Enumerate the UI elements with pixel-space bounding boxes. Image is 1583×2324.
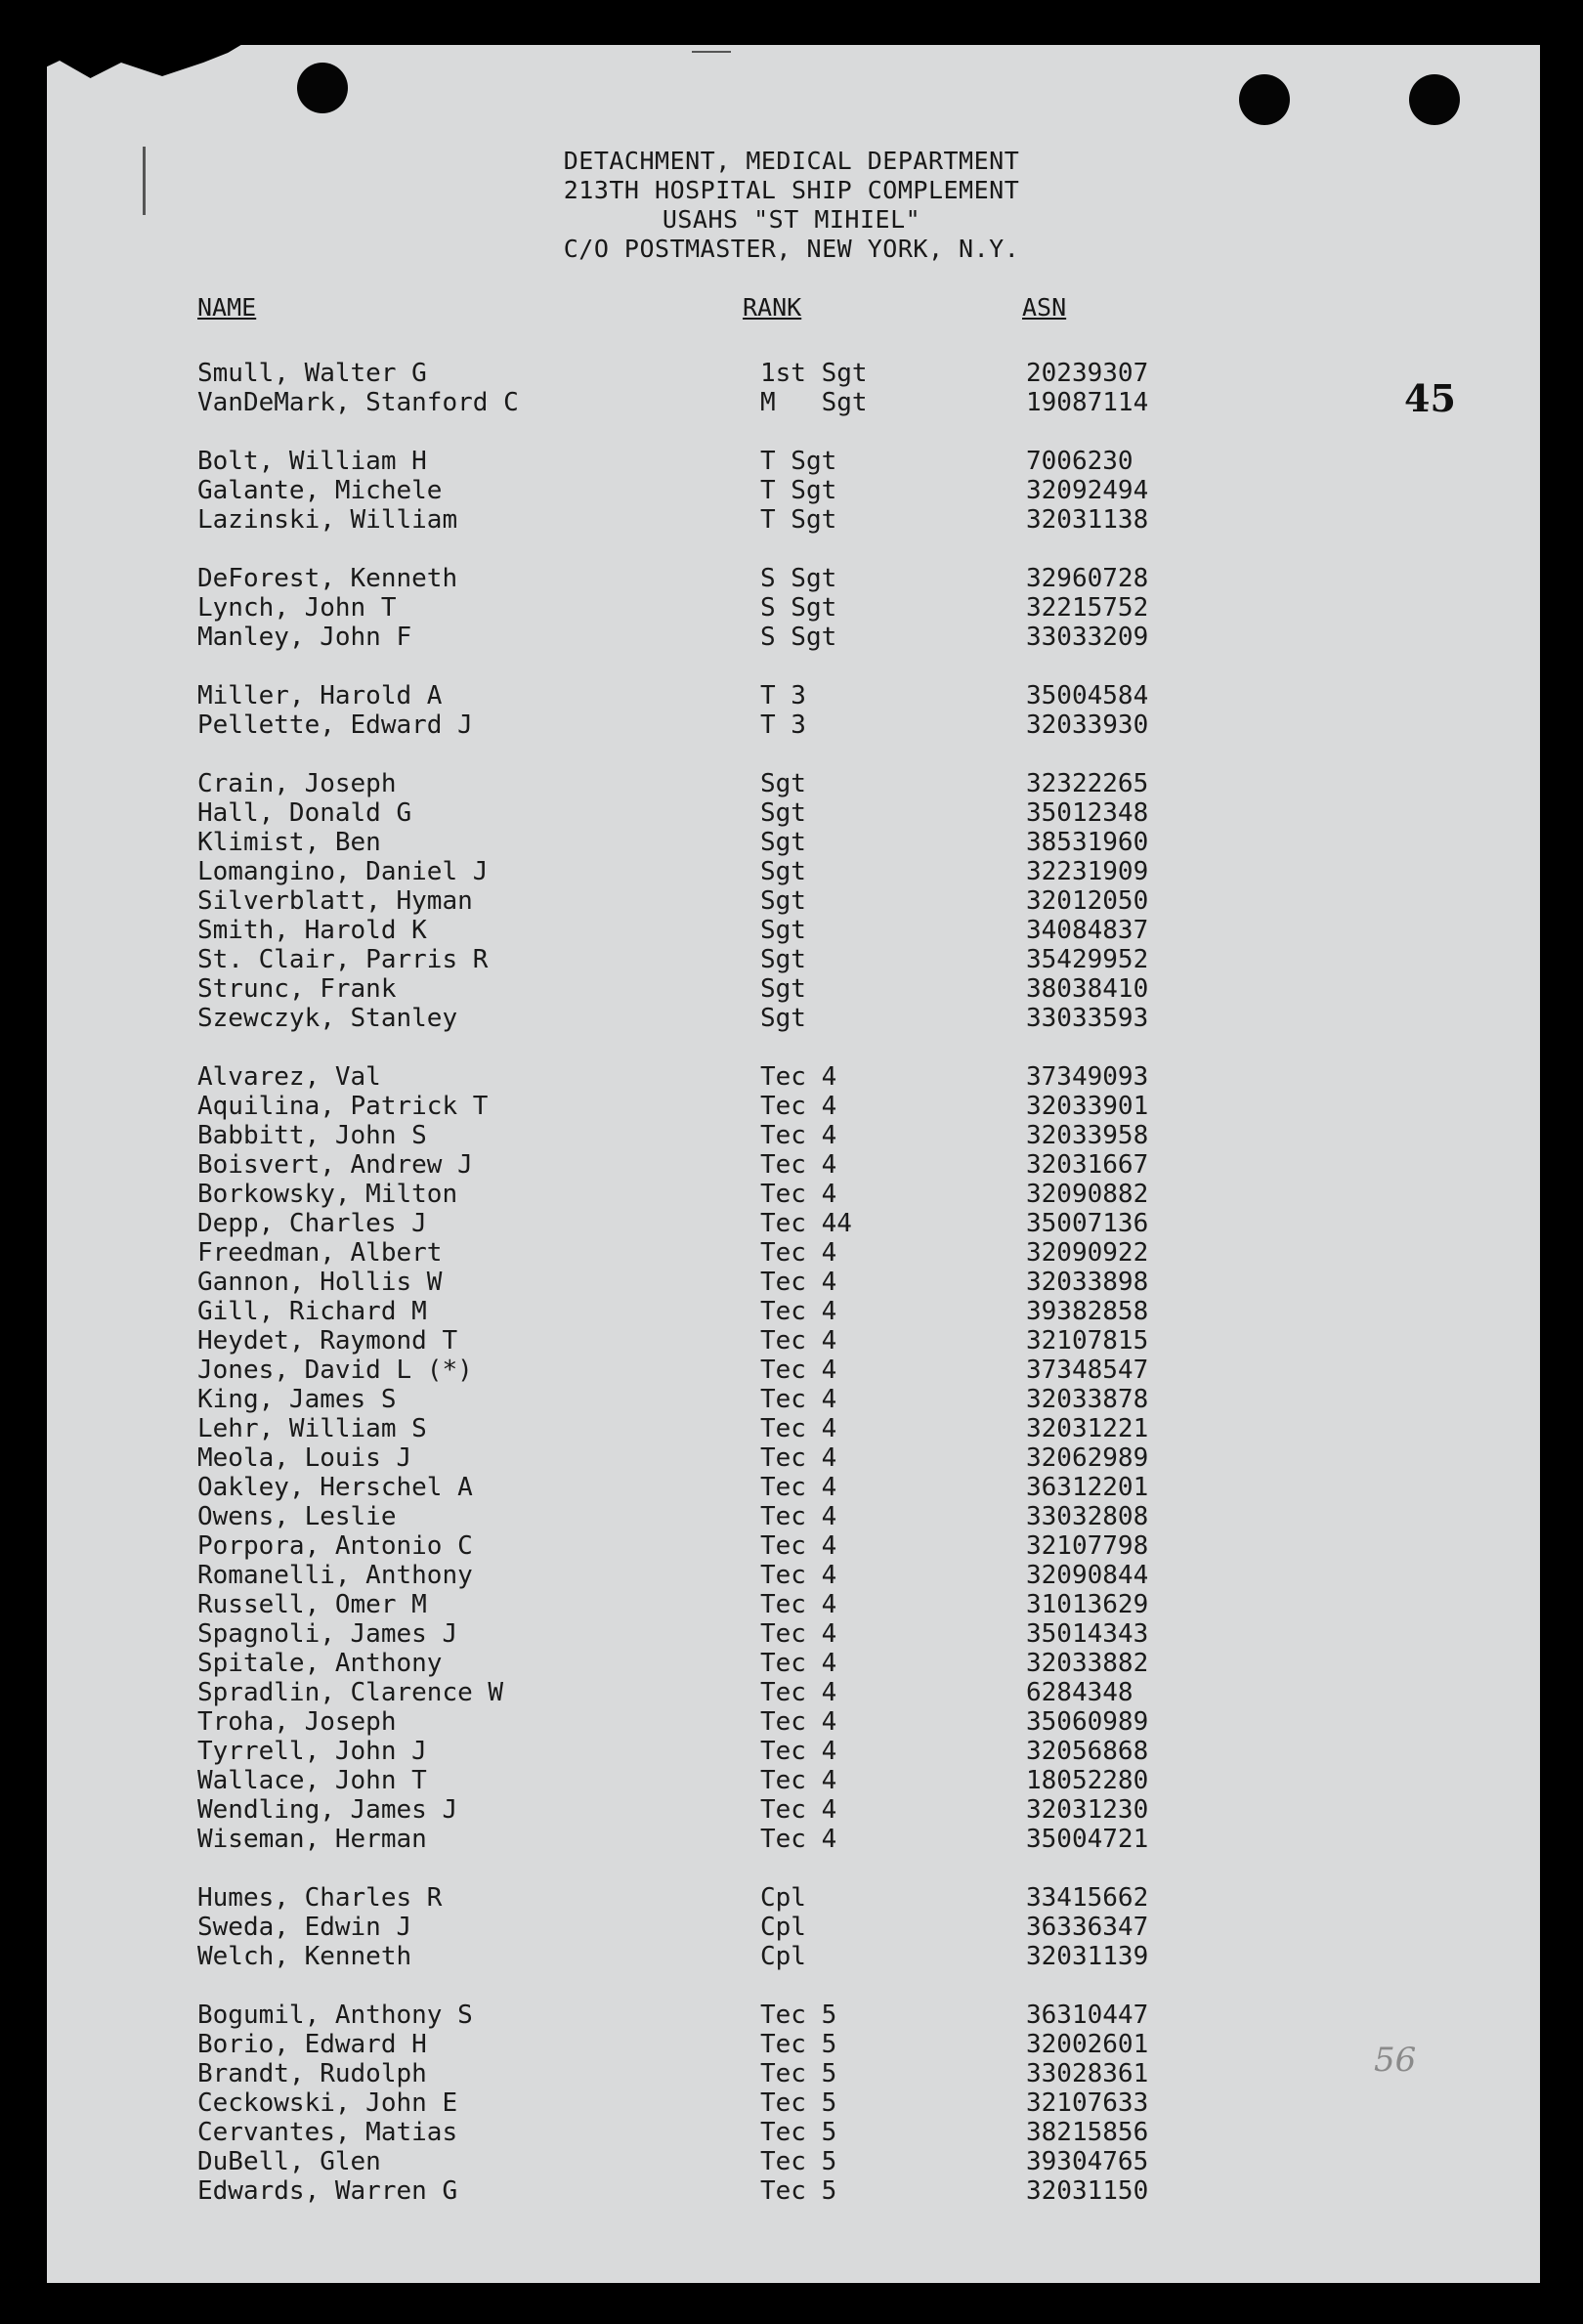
roster-row [197, 2001, 1175, 2030]
roster-row [197, 1062, 1175, 1092]
roster-name: St. Clair, Parris R [197, 945, 489, 974]
roster-asn: 39382858 [1026, 1297, 1149, 1326]
punch-hole-middle [1239, 74, 1290, 125]
pencil-annotation: 56 [1374, 2041, 1417, 2080]
roster-asn: 19087114 [1026, 388, 1149, 417]
roster-row [197, 1678, 1175, 1707]
roster-asn: 32090922 [1026, 1238, 1149, 1268]
roster-name: Spitale, Anthony [197, 1649, 443, 1678]
roster-row [197, 2088, 1175, 2118]
roster-row [197, 1619, 1175, 1649]
roster-row [197, 1590, 1175, 1619]
roster-row [197, 1707, 1175, 1737]
roster-asn: 32107815 [1026, 1326, 1149, 1356]
punch-hole-left [297, 63, 348, 113]
roster-asn: 36312201 [1026, 1473, 1149, 1502]
roster-asn: 33415662 [1026, 1883, 1149, 1913]
roster-row [197, 1326, 1175, 1356]
roster-rank: Tec 4 [760, 1649, 837, 1678]
roster-name: King, James S [197, 1385, 397, 1414]
roster-asn: 7006230 [1026, 447, 1134, 476]
roster-name: Aquilina, Patrick T [197, 1092, 489, 1121]
roster-name: Crain, Joseph [197, 769, 397, 798]
roster-asn: 32033878 [1026, 1385, 1149, 1414]
roster-rank: Tec 4 [760, 1150, 837, 1180]
roster-asn: 32012050 [1026, 886, 1149, 916]
roster-name: Borkowsky, Milton [197, 1180, 458, 1209]
roster-row [197, 1825, 1175, 1854]
roster-rank: Tec 4 [760, 1268, 837, 1297]
roster-rank: Sgt [760, 857, 806, 886]
roster-asn: 20239307 [1026, 359, 1149, 388]
roster-rank: Tec 4 [760, 1502, 837, 1531]
roster-asn: 32960728 [1026, 564, 1149, 593]
roster-row [197, 1649, 1175, 1678]
roster-name: Strunc, Frank [197, 974, 397, 1004]
roster-name: Troha, Joseph [197, 1707, 397, 1737]
roster-asn: 39304765 [1026, 2147, 1149, 2176]
roster-asn: 32231909 [1026, 857, 1149, 886]
roster-name: Heydet, Raymond T [197, 1326, 458, 1356]
header-line-3: USAHS "ST MIHIEL" [662, 205, 921, 234]
roster-rank: S Sgt [760, 564, 837, 593]
roster-name: Spradlin, Clarence W [197, 1678, 504, 1707]
roster-rank: Cpl [760, 1883, 806, 1913]
roster-name: Bogumil, Anthony S [197, 2001, 473, 2030]
roster-rank: Tec 4 [760, 1121, 837, 1150]
roster-rank: Tec 4 [760, 1531, 837, 1561]
roster-name: Hall, Donald G [197, 798, 412, 828]
roster-row [197, 359, 1175, 388]
roster-asn: 32033882 [1026, 1649, 1149, 1678]
roster-row [197, 1385, 1175, 1414]
header-line-4: C/O POSTMASTER, NEW YORK, N.Y. [563, 235, 1020, 263]
roster-row [197, 1004, 1175, 1033]
roster-name: Tyrrell, John J [197, 1737, 427, 1766]
roster-name: Freedman, Albert [197, 1238, 443, 1268]
roster-asn: 33028361 [1026, 2059, 1149, 2088]
roster-row [197, 798, 1175, 828]
roster-row [197, 974, 1175, 1004]
roster-rank: Cpl [760, 1942, 806, 1971]
roster-rank: Tec 4 [760, 1766, 837, 1795]
roster-asn: 35004584 [1026, 681, 1149, 710]
roster-row [197, 1443, 1175, 1473]
roster-row [197, 1883, 1175, 1913]
roster-name: Lazinski, William [197, 505, 458, 535]
roster-row [197, 945, 1175, 974]
roster-asn: 37348547 [1026, 1356, 1149, 1385]
roster-row [197, 886, 1175, 916]
roster-name: VanDeMark, Stanford C [197, 388, 519, 417]
roster-asn: 37349093 [1026, 1062, 1149, 1092]
roster-name: Cervantes, Matias [197, 2118, 458, 2147]
roster-name: Romanelli, Anthony [197, 1561, 473, 1590]
roster-row [197, 1268, 1175, 1297]
roster-asn: 32107798 [1026, 1531, 1149, 1561]
roster-rank: Tec 4 [760, 1414, 837, 1443]
roster-name: Gill, Richard M [197, 1297, 427, 1326]
roster-row [197, 388, 1175, 417]
roster-name: Babbitt, John S [197, 1121, 427, 1150]
roster-asn: 32033930 [1026, 710, 1149, 740]
roster-rank: Tec 4 [760, 1678, 837, 1707]
roster-name: Alvarez, Val [197, 1062, 381, 1092]
roster-rank: Sgt [760, 828, 806, 857]
roster-rank: Cpl [760, 1913, 806, 1942]
roster-name: Boisvert, Andrew J [197, 1150, 473, 1180]
roster-row [197, 1502, 1175, 1531]
roster-asn: 33033209 [1026, 623, 1149, 652]
roster-rank: Tec 4 [760, 1385, 837, 1414]
roster-rank: S Sgt [760, 593, 837, 623]
roster-row [197, 769, 1175, 798]
roster-name: Silverblatt, Hyman [197, 886, 473, 916]
roster-rank: Tec 4 [760, 1795, 837, 1825]
roster-row [197, 828, 1175, 857]
roster-rank: Tec 4 [760, 1707, 837, 1737]
roster-rank: M Sgt [760, 388, 868, 417]
roster-name: Welch, Kenneth [197, 1942, 412, 1971]
roster-name: Meola, Louis J [197, 1443, 412, 1473]
roster-name: Szewczyk, Stanley [197, 1004, 458, 1033]
roster-name: Humes, Charles R [197, 1883, 443, 1913]
roster-asn: 35014343 [1026, 1619, 1149, 1649]
roster-row [197, 623, 1175, 652]
roster-rank: Tec 5 [760, 2030, 837, 2059]
roster-name: DeForest, Kenneth [197, 564, 458, 593]
roster-rank: Tec 4 [760, 1473, 837, 1502]
roster-row [197, 1473, 1175, 1502]
roster-rank: Tec 4 [760, 1238, 837, 1268]
roster-name: Sweda, Edwin J [197, 1913, 412, 1942]
roster-rank: Sgt [760, 798, 806, 828]
roster-row [197, 1238, 1175, 1268]
roster-row [197, 447, 1175, 476]
roster-row [197, 564, 1175, 593]
roster-rank: Tec 4 [760, 1297, 837, 1326]
roster-name: Russell, Omer M [197, 1590, 427, 1619]
roster-rank: Sgt [760, 916, 806, 945]
roster-asn: 32031221 [1026, 1414, 1149, 1443]
roster-name: Ceckowski, John E [197, 2088, 458, 2118]
roster-row [197, 1356, 1175, 1385]
roster-asn: 32031139 [1026, 1942, 1149, 1971]
roster-row [197, 476, 1175, 505]
roster-rank: T 3 [760, 710, 806, 740]
roster-name: Spagnoli, James J [197, 1619, 458, 1649]
roster-asn: 35012348 [1026, 798, 1149, 828]
roster-name: Wallace, John T [197, 1766, 427, 1795]
roster-row [197, 1913, 1175, 1942]
roster-name: Porpora, Antonio C [197, 1531, 473, 1561]
roster-row [197, 1297, 1175, 1326]
roster-rank: Tec 5 [760, 2088, 837, 2118]
roster-name: Lynch, John T [197, 593, 397, 623]
roster-name: Klimist, Ben [197, 828, 381, 857]
roster-name: Owens, Leslie [197, 1502, 397, 1531]
roster-rank: Sgt [760, 1004, 806, 1033]
paper-scratch [692, 51, 731, 53]
roster-rank: T Sgt [760, 505, 837, 535]
roster-asn: 34084837 [1026, 916, 1149, 945]
roster-rank: Tec 5 [760, 2176, 837, 2206]
roster-asn: 32107633 [1026, 2088, 1149, 2118]
roster-name: Smull, Walter G [197, 359, 427, 388]
roster-rank: Tec 4 [760, 1737, 837, 1766]
roster-asn: 35007136 [1026, 1209, 1149, 1238]
roster-row [197, 1795, 1175, 1825]
roster-row [197, 1414, 1175, 1443]
roster-asn: 32092494 [1026, 476, 1149, 505]
roster-rank: Tec 4 [760, 1825, 837, 1854]
roster-asn: 32031230 [1026, 1795, 1149, 1825]
roster-row [197, 1561, 1175, 1590]
roster-asn: 36310447 [1026, 2001, 1149, 2030]
roster-rank: T Sgt [760, 476, 837, 505]
roster-asn: 32031138 [1026, 505, 1149, 535]
roster-rank: Tec 5 [760, 2118, 837, 2147]
roster-row [197, 2118, 1175, 2147]
roster-name: Lehr, William S [197, 1414, 427, 1443]
roster-rank: Tec 4 [760, 1326, 837, 1356]
roster-name: Lomangino, Daniel J [197, 857, 489, 886]
roster-rank: Sgt [760, 974, 806, 1004]
document-header [0, 147, 1583, 264]
roster-row [197, 1209, 1175, 1238]
roster-row [197, 857, 1175, 886]
roster-name: Depp, Charles J [197, 1209, 427, 1238]
roster-row [197, 1121, 1175, 1150]
roster-rank: Tec 5 [760, 2147, 837, 2176]
roster-name: Borio, Edward H [197, 2030, 427, 2059]
roster-rank: 1st Sgt [760, 359, 868, 388]
roster-asn: 31013629 [1026, 1590, 1149, 1619]
roster-name: Pellette, Edward J [197, 710, 473, 740]
column-header-name: NAME [197, 293, 257, 322]
page-number: 45 [1404, 376, 1456, 420]
roster-asn: 32062989 [1026, 1443, 1149, 1473]
roster-asn: 32031150 [1026, 2176, 1149, 2206]
roster-asn: 32033898 [1026, 1268, 1149, 1297]
roster-row [197, 916, 1175, 945]
roster-rank: Tec 4 [760, 1062, 837, 1092]
roster-name: Manley, John F [197, 623, 412, 652]
roster-rank: Tec 4 [760, 1180, 837, 1209]
header-line-1: DETACHMENT, MEDICAL DEPARTMENT [563, 147, 1020, 175]
roster-asn: 32215752 [1026, 593, 1149, 623]
roster-name: Edwards, Warren G [197, 2176, 458, 2206]
roster-rank: Tec 4 [760, 1619, 837, 1649]
roster-rank: Sgt [760, 886, 806, 916]
roster-name: Oakley, Herschel A [197, 1473, 473, 1502]
roster-asn: 35060989 [1026, 1707, 1149, 1737]
roster-asn: 35429952 [1026, 945, 1149, 974]
roster-row [197, 2147, 1175, 2176]
roster-name: Wiseman, Herman [197, 1825, 427, 1854]
roster-name: Miller, Harold A [197, 681, 443, 710]
roster-asn: 32056868 [1026, 1737, 1149, 1766]
roster-row [197, 1942, 1175, 1971]
roster-row [197, 1092, 1175, 1121]
roster-name: Bolt, William H [197, 447, 427, 476]
roster-row [197, 1150, 1175, 1180]
roster-asn: 36336347 [1026, 1913, 1149, 1942]
roster-row [197, 2030, 1175, 2059]
roster-rank: T Sgt [760, 447, 837, 476]
roster-asn: 32002601 [1026, 2030, 1149, 2059]
roster-asn: 38215856 [1026, 2118, 1149, 2147]
roster-rank: Tec 5 [760, 2059, 837, 2088]
roster-name: Galante, Michele [197, 476, 443, 505]
roster-name: Brandt, Rudolph [197, 2059, 427, 2088]
roster-rank: Tec 4 [760, 1590, 837, 1619]
roster-rank: Tec 4 [760, 1561, 837, 1590]
roster-asn: 32033901 [1026, 1092, 1149, 1121]
roster-asn: 35004721 [1026, 1825, 1149, 1854]
roster-row [197, 1531, 1175, 1561]
roster-rank: Tec 44 [760, 1209, 852, 1238]
roster-name: Gannon, Hollis W [197, 1268, 443, 1297]
roster-asn: 32090882 [1026, 1180, 1149, 1209]
roster-asn: 38038410 [1026, 974, 1149, 1004]
roster-name: Smith, Harold K [197, 916, 427, 945]
roster-rank: Tec 4 [760, 1092, 837, 1121]
header-line-2: 213TH HOSPITAL SHIP COMPLEMENT [563, 176, 1020, 204]
roster-name: Jones, David L (*) [197, 1356, 473, 1385]
roster-row [197, 710, 1175, 740]
roster-asn: 32031667 [1026, 1150, 1149, 1180]
roster-rank: Sgt [760, 769, 806, 798]
roster-rank: S Sgt [760, 623, 837, 652]
roster-row [197, 593, 1175, 623]
roster-asn: 32033958 [1026, 1121, 1149, 1150]
column-header-rank: RANK [743, 293, 802, 322]
punch-hole-right [1409, 74, 1460, 125]
roster-rank: Tec 4 [760, 1356, 837, 1385]
roster-asn: 6284348 [1026, 1678, 1134, 1707]
roster-asn: 32322265 [1026, 769, 1149, 798]
roster-asn: 32090844 [1026, 1561, 1149, 1590]
roster-rank: Tec 4 [760, 1443, 837, 1473]
roster-asn: 33032808 [1026, 1502, 1149, 1531]
roster-name: Wendling, James J [197, 1795, 458, 1825]
roster-asn: 38531960 [1026, 828, 1149, 857]
roster-rank: Tec 5 [760, 2001, 837, 2030]
roster-row [197, 1180, 1175, 1209]
roster-row [197, 1737, 1175, 1766]
roster-asn: 33033593 [1026, 1004, 1149, 1033]
roster-rank: Sgt [760, 945, 806, 974]
roster-row [197, 2176, 1175, 2206]
roster-asn: 18052280 [1026, 1766, 1149, 1795]
roster-row [197, 1766, 1175, 1795]
roster-row [197, 2059, 1175, 2088]
roster-rank: T 3 [760, 681, 806, 710]
roster-row [197, 681, 1175, 710]
roster-row [197, 505, 1175, 535]
column-header-asn: ASN [1022, 293, 1067, 322]
roster-name: DuBell, Glen [197, 2147, 381, 2176]
